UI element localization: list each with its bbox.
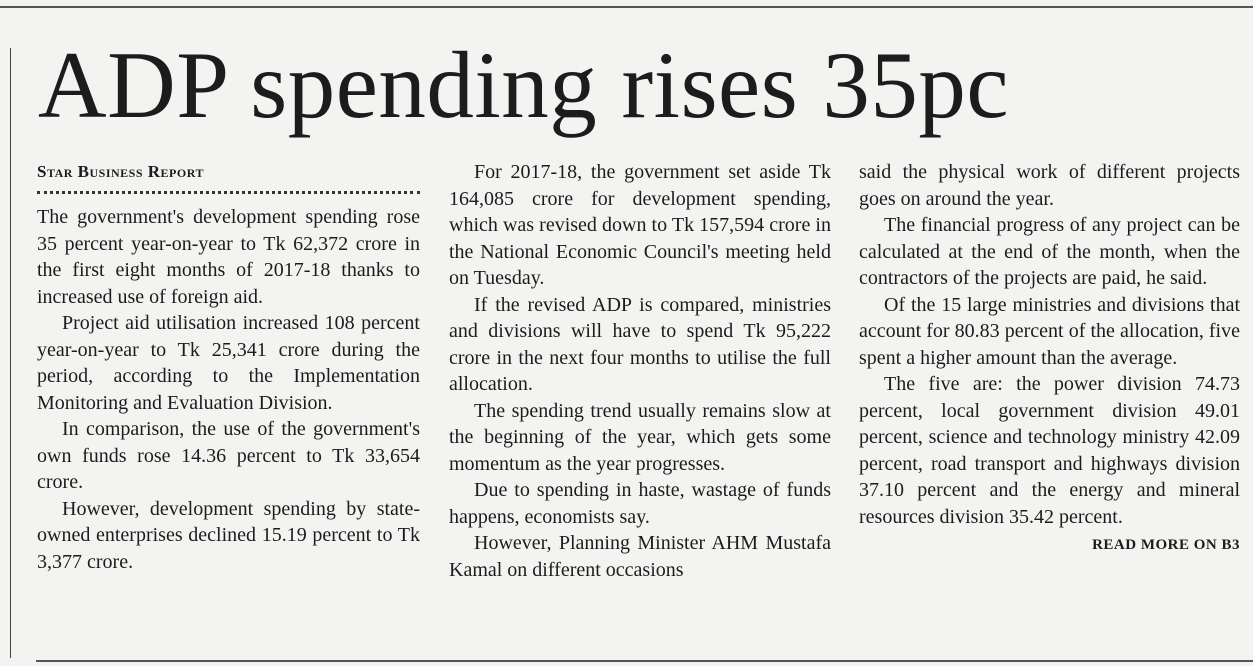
- paragraph: Project aid utilisation increased 108 percent year-on-year to Tk 25,341 crore during the period, according to the Implementation Monitoring and Evaluation Division.: [37, 312, 420, 414]
- paragraph: In comparison, the use of the government's own funds rose 14.36 percent to Tk 33,654 crore.: [37, 418, 420, 493]
- dotted-divider: [37, 191, 420, 194]
- paragraph: The financial progress of any project can be calculated at the end of the month, when the contractors of the projects are paid, he said.: [859, 214, 1240, 289]
- column-1: [37, 159, 420, 575]
- top-rule: [0, 6, 1253, 8]
- paragraph: Of the 15 large ministries and divisions that account for 80.83 percent of the allocation, five spent a higher amount than the average.: [859, 293, 1240, 369]
- byline: Star Business Report: [37, 162, 204, 181]
- paragraph: However, development spending by state-owned enterprises declined 15.19 percent to Tk 3,377 crore.: [37, 497, 420, 573]
- paragraph: The spending trend usually remains slow at the beginning of the year, which gets some momentum as the year progresses.: [449, 399, 831, 475]
- paragraph: Due to spending in haste, wastage of funds happens, economists say.: [449, 479, 831, 528]
- paragraph: If the revised ADP is compared, ministries and divisions will have to spend Tk 95,222 crore in the next four months to utilise the full allocation.: [449, 293, 831, 395]
- paragraph-continued: said the physical work of different projects goes on around the year.: [859, 161, 1240, 210]
- paragraph: However, Planning Minister AHM Mustafa Kamal on different occasions: [449, 532, 831, 581]
- headline: ADP spending rises 35pc: [38, 32, 1010, 138]
- paragraph: The five are: the power division 74.73 percent, local government division 49.01 percent, science and technology ministry 42.09 percent, road transport and highways division 37.10 percent and the energy and mineral resources division 35.42 percent.: [859, 373, 1240, 528]
- left-rule: [10, 48, 11, 658]
- paragraph: The government's development spending rose 35 percent year-on-year to Tk 62,372 crore in the first eight months of 2017-18 thanks to increased use of foreign aid.: [37, 206, 420, 308]
- column-3: [859, 159, 1240, 558]
- column-2: [449, 159, 831, 583]
- read-more-link[interactable]: READ MORE ON B3: [1092, 537, 1240, 553]
- paragraph: For 2017-18, the government set aside Tk 164,085 crore for development spending, which was revised down to Tk 157,594 crore in the National Economic Council's meeting held on Tuesday.: [449, 161, 831, 289]
- bottom-rule: [36, 660, 1253, 662]
